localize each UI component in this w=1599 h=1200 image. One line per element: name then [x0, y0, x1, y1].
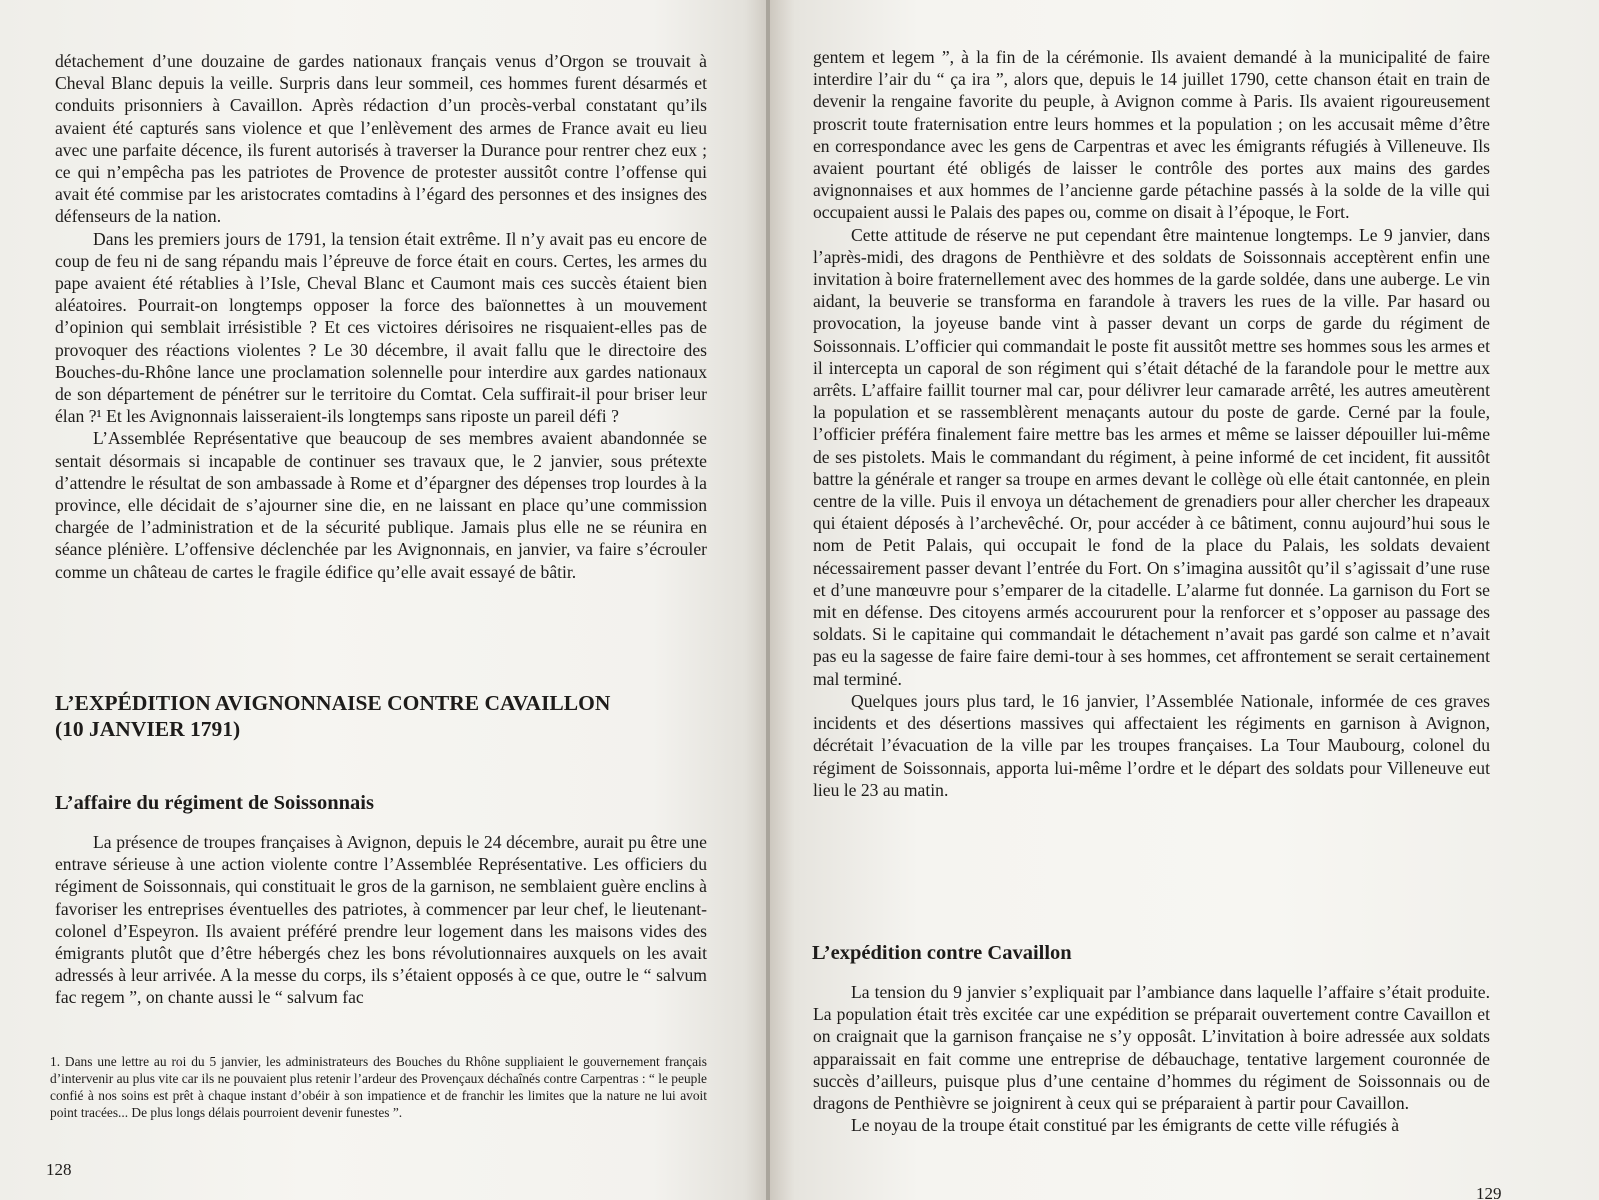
paragraph: Le noyau de la troupe était constitué par les émigrants de cette ville réfugiés à: [851, 1115, 1400, 1136]
footnote-text: 1. Dans une lettre au roi du 5 janvier, les administrateurs des Bouches du Rhône suppliaient le gouvernement français d’intervenir au plus vite car ils ne pouvaient plus retenir l’ardeur des Provençaux déchaînés contre Carpentras : “ le peuple confié à nos soins est prêt à chaque instant d’obéir à son impatience et de franchir les limites que la nature ne lui avoit point tracées... De plus longs délais pourroient devenir funestes ”.: [50, 1054, 707, 1120]
paragraph: Dans les premiers jours de 1791, la tension était extrême. Il n’y avait pas eu encore de coup de feu ni de sang répandu mais l’épreuve de force était en cours. Certes, les armes du pape avaient été rétablies à l’Isle, Cheval Blanc et Caumont mais ces succès étaient bien aléatoires. Pourrait-on longtemps opposer la force des baïonnettes à un mouvement d’opinion qui semblait irrésistible ? Et ces victoires dérisoires ne risquaient-elles pas de provoquer des réactions violentes ? Le 30 décembre, il avait fallu que le directoire des Bouches-du-Rhône lance une proclamation solennelle pour interdire aux gardes nationaux de son département de pénétrer sur le territoire du Comtat. Cela suffirait-il pour briser leur élan ?¹ Et les Avignonnais laisseraient-ils longtemps sans riposte un pareil défi ?: [55, 228, 707, 427]
paragraph: La tension du 9 janvier s’expliquait par l’ambiance dans laquelle l’affaire s’était produite. La population était très excitée car une expédition se préparait ouvertement contre Cavaillon et on craignait que la garnison française ne s’y opposât. L’invitation à boire adressée aux soldats apparaissait en fait comme une entreprise de débauchage, tentative largement couronnée de succès d’ailleurs, puisque plus d’une centaine d’hommes du régiment de Soissonnais ou de dragons de Penthièvre se joignirent à ceux qui se préparaient à partir pour Cavaillon.: [813, 982, 1490, 1114]
chapter-title-line: L’EXPÉDITION AVIGNONNAISE CONTRE CAVAILLON: [55, 691, 611, 715]
page-number: 129: [1476, 1184, 1502, 1200]
left-page: [0, 0, 768, 1200]
section-body: [813, 981, 1490, 1136]
section-title: L’affaire du régiment de Soissonnais: [55, 792, 374, 814]
paragraph: La présence de troupes françaises à Avignon, depuis le 24 décembre, aurait pu être une entrave sérieuse à une action violente contre l’Assemblée Représentative. Les officiers du régiment de Soissonnais, qui constituait le gros de la garnison, ne semblaient guère enclins à favoriser les entreprises éventuelles des patriotes, à commencer par leur chef, le lieutenant-colonel d’Espeyron. Ils avaient préféré prendre leur logement dans les maisons vides des émigrants plutôt que d’être hébergés chez les bons révolutionnaires auxquels on les avait adressés à leur arrivée. A la messe du corps, ils s’étaient opposés à ce que, outre le “ salvum fac regem ”, on chante aussi le “ salvum fac: [55, 832, 707, 1008]
paragraph: détachement d’une douzaine de gardes nationaux français venus d’Orgon se trouvait à Cheval Blanc depuis la veille. Surpris dans leur sommeil, ces hommes furent désarmés et conduits prisonniers à Cavaillon. Après rédaction d’un procès-verbal constatant qu’ils avaient été capturés sans violence et que l’enlèvement des armes de France avait eu lieu avec une parfaite décence, ils furent autorisés à traverser la Durance pour rentrer chez eux ; ce qui n’empêcha pas les patriotes de Provence de protester aussitôt contre l’offense qui avait été commise par les aristocrates comtadins à l’égard des personnes et des insignes des défenseurs de la nation.: [55, 51, 707, 227]
section-body: [55, 831, 707, 1009]
paragraph: L’Assemblée Représentative que beaucoup de ses membres avaient abandonnée se sentait désormais si incapable de continuer ses travaux que, le 2 janvier, sous prétexte d’attendre le résultat de son ambassade à Rome et d’épargner des dépenses trop lourdes à la province, elle décidait de s’ajourner sine die, en ne laissant en place qu’une commission chargée de l’administration et de la sécurité publique. Jamais plus elle ne se réunira en séance plénière. L’offensive déclenchée par les Avignonnais, en janvier, va faire s’écrouler comme un château de cartes le fragile édifice qu’elle avait essayé de bâtir.: [55, 428, 707, 582]
chapter-title: [55, 690, 695, 742]
section-title: L’expédition contre Cavaillon: [812, 942, 1072, 964]
right-page: [770, 0, 1599, 1200]
paragraph: gentem et legem ”, à la fin de la cérémonie. Ils avaient demandé à la municipalité de faire interdire l’air du “ ça ira ”, alors que, depuis le 14 juillet 1790, cette chanson était en train de devenir la rengaine favorite du peuple, à Avignon comme à Paris. Ils avaient rigoureusement proscrit toute fraternisation entre leurs hommes et la population ; on les accusait même d’être en correspondance avec les gens de Carpentras et avec les émigrants réfugiés à Villeneuve. Ils avaient pourtant été obligés de laisser le contrôle des portes aux mains des gardes avignonnaises et aux hommes de l’ancienne garde pétachine passés à la solde de la ville qui occupaient aussi le Palais des papes ou, comme on disait à l’époque, le Fort.: [813, 47, 1490, 223]
footnote: [50, 1053, 707, 1121]
paragraph: Cette attitude de réserve ne put cependant être maintenue longtemps. Le 9 janvier, dans l’après-midi, des dragons de Penthièvre et des soldats de Soissonnais acceptèrent enfin une invitation à boire fraternellement avec des hommes de la garde soldée, dans une auberge. Le vin aidant, la beuverie se transforma en farandole à travers les rues de la ville. Par hasard ou provocation, la joyeuse bande vint à passer devant un corps de garde du régiment de Soissonnais. L’officier qui commandait le poste fit aussitôt mettre ses hommes sous les armes et il intercepta un caporal de son régiment qui s’était détaché de la farandole pour le mettre aux arrêts. L’affaire faillit tourner mal car, pour délivrer leur camarade arrêté, les autres ameutèrent la population et se rassemblèrent menaçants autour du poste de garde. Cerné par la foule, l’officier préféra finalement faire mettre bas les armes et même se laisser dépouiller lui-même de ses pistolets. Mais le commandant du régiment, à peine informé de cet incident, fit aussitôt battre la générale et ranger sa troupe en armes devant le collège où elle était cantonnée, en plein centre de la ville. Puis il envoya un détachement de grenadiers pour aller chercher les drapeaux qui étaient déposés à l’archevêché. Or, pour accéder à ce bâtiment, connu aujourd’hui sous le nom de Petit Palais, qui occupait le fond de la place du Palais, les soldats devaient nécessairement passer devant l’entrée du Fort. On s’imagina aussitôt qu’il s’agissait d’une ruse et d’une manœuvre pour s’emparer de la citadelle. L’alarme fut donnée. La garnison du Fort se mit en défense. Des citoyens armés accoururent pour la renforcer et s’opposer au passage des soldats. Si le capitaine qui commandait le détachement n’avait pas gardé son calme et n’avait pas eu la sagesse de faire faire demi-tour à ses hommes, cet affrontement se serait certainement mal terminé.: [813, 224, 1490, 689]
chapter-title-date: (10 JANVIER 1791): [55, 717, 241, 741]
paragraph: Quelques jours plus tard, le 16 janvier, l’Assemblée Nationale, informée de ces graves incidents et des désertions massives qui affectaient les régiments en garnison à Avignon, décrétait l’évacuation de la ville par les troupes françaises. La Tour Maubourg, colonel du régiment de Soissonnais, apporta lui-même l’ordre et le départ des soldats pour Villeneuve eut lieu le 23 au matin.: [813, 690, 1490, 800]
page-number: 128: [46, 1160, 72, 1179]
right-page-body: [813, 46, 1490, 801]
left-page-body: [55, 50, 707, 583]
